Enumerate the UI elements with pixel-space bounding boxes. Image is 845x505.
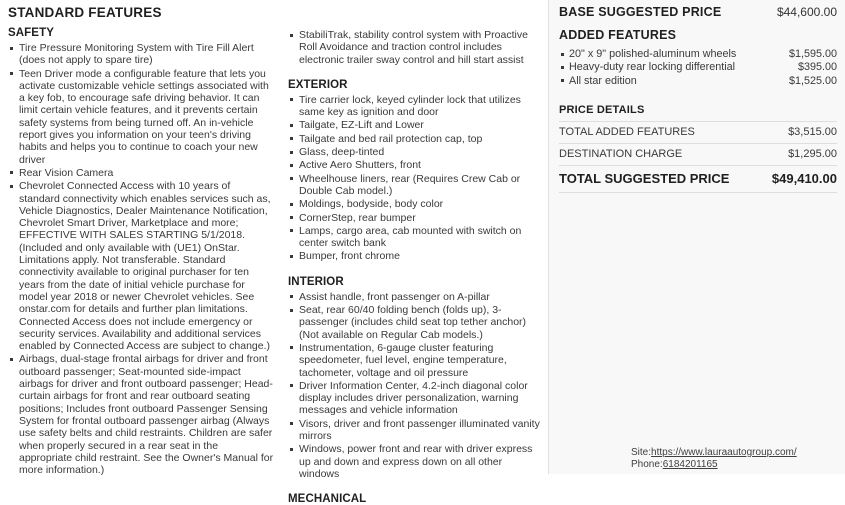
price-detail-value: $3,515.00 (788, 126, 837, 139)
total-price-row (559, 166, 837, 193)
feature-item: Tailgate and bed rail protection cap, top (288, 133, 544, 145)
feature-item: Airbags, dual-stage frontal airbags for driver and front outboard passenger; Seat-mounted side-impact airbags for driver and front outboard passenger; Head-curtain airbags for front and rear outboard seating positions; Includes front outboard Passenger Sensing System for frontal outboard passenger airbag (Always use safety belts and child restraints. Children are safer when properly secured in a rear seat in the appropriate child restraint. See the Owner's Manual for more information.) (8, 353, 274, 476)
feature-item: Visors, driver and front passenger illuminated vanity mirrors (288, 418, 544, 443)
section-heading-exterior: EXTERIOR (288, 78, 348, 91)
feature-item: Tire carrier lock, keyed cylinder lock that utilizes same key as ignition and door (288, 94, 544, 119)
added-feature-price: $395.00 (797, 61, 837, 74)
added-feature-price: $1,525.00 (788, 74, 837, 87)
page-title: STANDARD FEATURES (8, 5, 162, 20)
added-feature-row (559, 75, 837, 87)
feature-item: Windows, power front and rear with driver express up and down and express down on all other windows (288, 443, 544, 480)
site-line (631, 447, 797, 459)
exterior-feature-list (288, 94, 544, 263)
feature-item: Glass, deep-tinted (288, 146, 544, 158)
phone-line (631, 459, 797, 471)
site-link[interactable]: https://www.lauraautogroup.com/ (651, 447, 797, 458)
feature-item: Bumper, front chrome (288, 250, 544, 262)
price-detail-label: TOTAL ADDED FEATURES (559, 126, 695, 139)
feature-item: Assist handle, front passenger on A-pillar (288, 291, 544, 303)
price-detail-label: DESTINATION CHARGE (559, 148, 683, 161)
feature-item: Active Aero Shutters, front (288, 159, 544, 171)
price-detail-row (559, 122, 837, 144)
features-column-continued (276, 0, 548, 505)
added-features-list (559, 48, 837, 87)
added-feature-label: Heavy-duty rear locking differential (569, 61, 736, 74)
phone-label: Phone: (631, 459, 663, 470)
added-feature-row (559, 61, 837, 73)
price-details-heading: PRICE DETAILS (559, 101, 837, 122)
added-feature-label: 20" x 9" polished-aluminum wheels (569, 48, 737, 60)
feature-item: Chevrolet Connected Access with 10 years of standard connectivity which enables services such as, Vehicle Diagnostics, Dealer Maintenance Notification, Chevrolet Smart Driver, Marketplace and more; EFFECTIVE WITH SALES STARTING 5/1/2018. (Included and only available with (UE1) OnStar. Limitations apply. Not transferable. Standard connectivity available to original purchaser for ten years from the date of initial vehicle purchase for model year 2018 or newer Chevrolet vehicles. See onstar.com for details and further plan limitations. Connected Access does not include emergency or security services. Availability and additional services enabled by Connected Access are subject to change.) (8, 180, 274, 352)
feature-item: Rear Vision Camera (8, 167, 274, 179)
feature-item: CornerStep, rear bumper (288, 212, 544, 224)
section-heading-mechanical: MECHANICAL (288, 493, 367, 505)
feature-item: Tailgate, EZ-Lift and Lower (288, 119, 544, 131)
standard-features-column (0, 0, 276, 477)
feature-item: Seat, rear 60/40 folding bench (folds up), 3-passenger (includes child seat top tether anchor) (Not available on Regular Cab models.) (288, 304, 544, 341)
feature-item: StabiliTrak, stability control system with Proactive Roll Avoidance and traction control includes electronic trailer sway control and hill start assist (288, 29, 544, 66)
base-price-value: $44,600.00 (776, 5, 837, 19)
feature-item: Lamps, cargo area, cab mounted with switch on center switch bank (288, 225, 544, 250)
feature-item: Tire Pressure Monitoring System with Tire Fill Alert (does not apply to spare tire) (8, 42, 274, 67)
added-features-heading: ADDED FEATURES (559, 28, 677, 42)
added-feature-row (559, 48, 837, 60)
phone-link[interactable]: 6184201165 (662, 459, 718, 470)
total-price-label: TOTAL SUGGESTED PRICE (559, 170, 730, 186)
total-price-value: $49,410.00 (771, 170, 837, 186)
base-price-row (559, 5, 837, 19)
safety-feature-list (8, 42, 274, 476)
feature-item: Driver Information Center, 4.2-inch diagonal color display includes driver personalization, warning messages and vehicle information (288, 380, 544, 417)
feature-item: Teen Driver mode a configurable feature that lets you activate customizable vehicle settings associated with a key fob, to encourage safe driving behavior. It can limit certain vehicle features, and it prevents certain safety systems from being turned off. An in-vehicle report gives you information on your teen's driving habits and helps you to continue to coach your new driver (8, 68, 274, 166)
added-feature-label: All star edition (569, 74, 637, 87)
site-label: Site: (631, 447, 652, 458)
feature-item: Instrumentation, 6-gauge cluster featuring speedometer, fuel level, engine temperature, tachometer, voltage and oil pressure (288, 342, 544, 379)
price-detail-row (559, 144, 837, 166)
section-heading-safety: SAFETY (8, 27, 54, 39)
price-details-table (559, 122, 837, 166)
section-heading-interior: INTERIOR (288, 275, 344, 288)
feature-item: Wheelhouse liners, rear (Requires Crew Cab or Double Cab model.) (288, 173, 544, 198)
price-detail-value: $1,295.00 (788, 148, 837, 161)
dealer-contact-block (631, 447, 797, 471)
added-feature-price: $1,595.00 (788, 48, 837, 60)
safety-feature-list-continued (288, 29, 544, 66)
price-summary-panel (548, 0, 845, 474)
feature-item: Moldings, bodyside, body color (288, 198, 544, 210)
interior-feature-list (288, 291, 544, 480)
base-price-label: BASE SUGGESTED PRICE (559, 5, 722, 19)
